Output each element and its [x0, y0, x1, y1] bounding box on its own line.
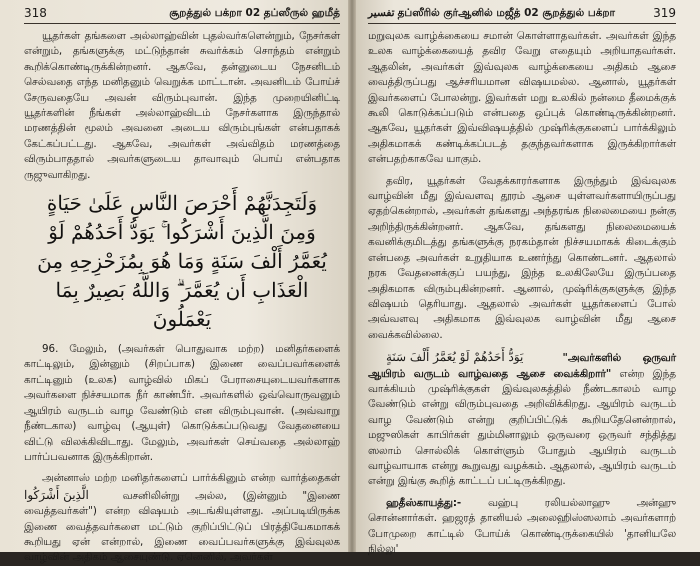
paragraph: மறுவுலக வாழ்க்கையை சமான் கொள்ளாதவர்கள். அவர்கள் இந்த உலக வாழ்க்கையைத் தவிர வேறு எதையும் அறியாதவர்கள். ஆதலின், அவர்கள் இவ்வுலக வாழ்க்கையை அதிகம் ஆசை வைத்திருப்பது ஆச்சரியமான விஷயமல்ல. ஆனால், யூதர்கள் இவர்களைப் போலன்று. இவர்கள் மறு உலகில் நன்மை தீமைக்குக் கூலி கொடுக்கப்படும் என்பதை ஒப்புக் கொண்டிருக்கின்றனர். ஆகவே, யூதர்கள் இவ்விஷயத்தில் முஷ்ரிக்குகளைப் பார்க்கிலும் அதிகமாகக் கண்டிக்கப்படத் தகுந்தவர்களாக இருக்கிறார்கள் என்பதற்காகவே யாகும். — [368, 30, 676, 166]
paragraph-text: வஹ்பு ரலியல்லாஹு அன்ஹு சொன்னார்கள். ஹஜரத் தானியல் அலைஹிஸ்ஸலாம் அவர்களாற் போமுறை காட்டில் போய்க் கொண்டிருக்கையில் 'தானியலே நில்லு' — [368, 496, 676, 555]
running-title-arabic: تفسير — [368, 7, 395, 19]
arabic-inline-phrase: يَوَدُّ أَحَدُهُمْ لَوْ يُعَمَّرُ أَلْفَ سَنَةٍ — [386, 350, 524, 365]
paragraph: தவிர, யூதர்கள் வேதக்காரர்களாக இருந்தும் இவ்வுலக வாழ்வின் மீது இவ்வளவு தூரம் ஆசை யுள்ளவர்களாயிருப்பது ஏதற்கென்றால், அவர்கள் தங்களது அந்தரங்க நிலைமையை நன்கு அறிந்திருக்கின்றனர். ஆகவே, தங்களது நிலைமையைக் கவனிக்குமிடத்து தங்களுக்கு நரகம்தான் நிச்சயமாகக் கிடைக்கும் என்பதை அவர்கள் உறுதியாக உணர்ந்து கொண்டனர். ஆதலால் நரக வேதனைக்குப் பயந்து, இந்த உலகிலேயே இருப்பதை அதிகமாக விரும்புகின்றனர். ஆனால், முஷ்ரிக்குகளுக்கு இந்த விஷயம் தெரியாது. ஆதலால் அவர்கள் யூதர்களைப் போல் அவ்வளவு அதிகமாக இவ்வுலக வாழ்வின் மீது ஆசை வைக்கவில்லை. — [368, 174, 676, 341]
arabic-verse: وَلَتَجِدَنَّهُمْ أَحْرَصَ النَّاسِ عَلَىٰ حَيَاةٍ وَمِنَ الَّذِينَ أَشْرَكُوا ۚ يَوَدُّ أَحَدُهُمْ لَوْ يُعَمَّرُ أَلْفَ سَنَةٍ وَمَا هُوَ بِمُزَحْزِحِهِ مِنَ الْعَذَابِ أَن يُعَمَّرَ ۗ وَاللَّهُ بَصِيرٌ بِمَا يَعْمَلُونَ — [37, 191, 327, 332]
paragraph — [368, 349, 676, 490]
running-title-text: தப்ஸீரில் குர்ஆனில் மஜீத் 02 சூறத்துல் பக்றா — [397, 7, 616, 19]
left-page-header — [24, 6, 340, 24]
paragraph — [368, 496, 676, 558]
running-title: சூறத்துல் பக்றா 02 தப்ஸீருல் ஹமீத் — [169, 7, 340, 19]
arabic-inline-phrase: الَّذِينَ أَشْرَكُوا — [24, 487, 89, 502]
right-page — [352, 0, 700, 555]
quoted-translation: "அவர்களில் ஒருவர் ஆயிரம் வருடம் வாழ்வதை ஆசை வைக்கிறார்" — [368, 352, 676, 380]
paragraph — [24, 471, 340, 565]
page-number: 318 — [24, 6, 47, 20]
right-page-header — [368, 6, 676, 24]
page-number: 319 — [653, 6, 676, 20]
paragraph: யூதர்கள் தங்களை அல்லாஹ்வின் புதல்வர்களென்றும், நேசர்கள் என்றும், தங்களுக்கு மட்டுந்தான் சுவர்க்கம் சொந்தம் என்றும் கூறிக்கொண்டிருக்கின்றனர். ஆகவே, தன்னுடைய நேசனிடம் செல்வதை எந்த மனிதனும் வெறுக்க மாட்டான். அவனிடம் போய்ச் சேருவதையே அவன் விரும்புவான். இந்த முறையினிட்டி யூதர்களின் நீங்கள் அல்லாஹ்விடம் நேசர்களாக இருந்தால் மரணத்தின் மூலம் அவனை அடைய விரும்புங்கள் என்பதாகக் கேட்கப்பட்டது. ஆகவே, அவர்கள் அவ்விதம் மரணத்தை விரும்பாததால் அவர்களுடைய தாவாவும் பொய் என்பதாக ருஜுவாகிறது. — [24, 30, 340, 181]
paragraph-text: என்ற இந்த வாக்கியம் முஷ்ரிக்குகள் இவ்வுலகத்தில் நீண்டகாலம் வாழ வேண்டும் என்று விரும்புவதை அறிவிக்கிறது. ஆயிரம் வருடம் வாழ வேண்டும் என்று குறிப்பிட்டுக் கூறியதேனென்றால், மஜுஸிகள் காபிர்கள் தும்மினாலும் ஒருவரை ஒருவர் சந்தித்து ஸலாம் சொல்லிக் கொள்ளும் போதும் ஆயிரம் வருடம் வாழ்வாயாக என்று கூறுவது வழக்கம். ஆதலால், ஆயிரம் வருடம் என்று இங்கு கூறித் காட்டப் பட்டிருக்கிறது. — [368, 367, 676, 488]
hadith-label: ஹதீஸ்காயத்து:- — [386, 496, 462, 509]
running-title — [368, 7, 615, 20]
paragraph-text: அன்னாஸ் மற்ற மனிதர்களைப் பார்க்கினும் என்ற வார்த்தைகள் — [42, 472, 340, 485]
verse-translation: 96. மேலும், (அவர்கள் பொதுவாக மற்ற) மனிதர்களைக் காட்டிலும், இன்னும் (சிறப்பாக) இணை வைப்பவர்களைக் காட்டினும் (உலக) வாழ்வில் மிகப் பேராசையுடையவர்களாக அவர்களை நிச்சயமாக நீர் காண்பீர். அவர்களில் ஒவ்வொருவனும் ஆயிரம் வருடம் வாழ வேண்டும் என விரும்புவான். (அவ்வாறு நீண்டகால) வாழ்வு (ஆயுள்) கொடுக்கப்படுவது வேதனையை விட்டு விலக்கிவிடாது. மேலும், அவர்கள் செய்வதை அல்லாஹ் பார்ப்பவனாக இருக்கிறான். — [24, 343, 340, 463]
book-gutter — [348, 0, 356, 552]
paragraph-text: வசனிலின்று அல்ல, (இன்னும் "இணை வைத்தவர்கள்") என்ற விஷயம் அடங்கியுள்ளது. அப்படியிருக்க இணை வைத்தவர்களை மட்டும் குறிப்பிட்டுப் பிரத்தியேகமாகக் கூறியது ஏன் என்றால், இணை வைப்பவர்களுக்கு இவ்வுலக வாழ்வின் அதிகம் ஆசையுண்டு. ஏனெனில், அவர்கள் — [24, 489, 340, 564]
